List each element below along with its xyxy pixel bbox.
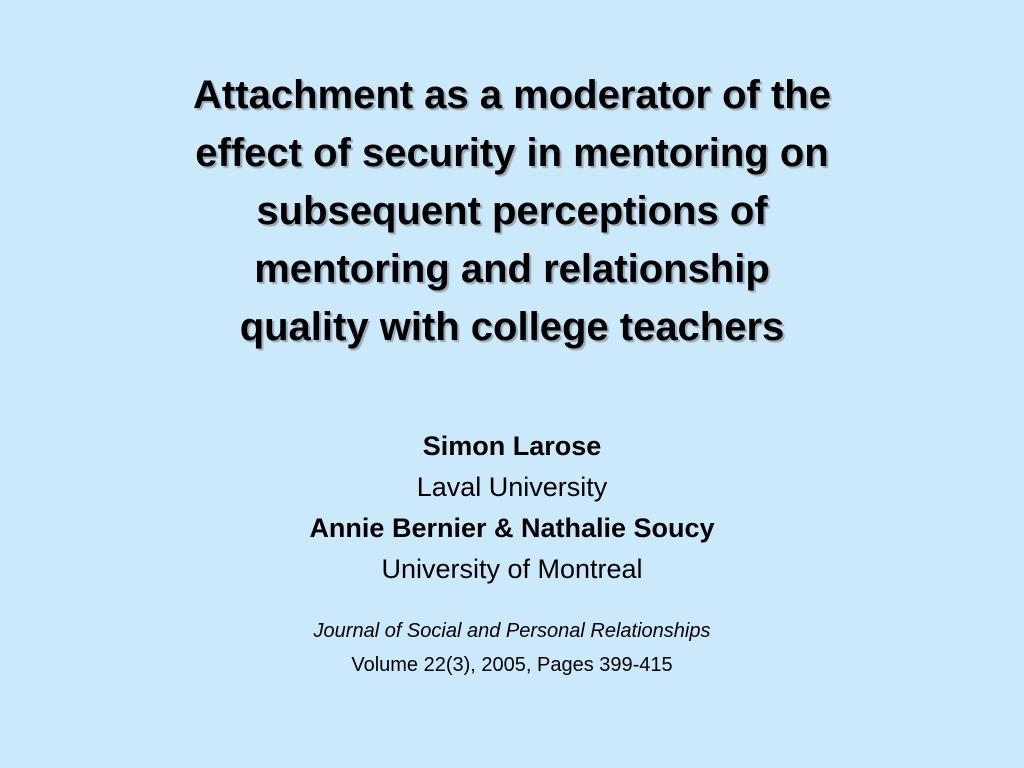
publication-details: Volume 22(3), 2005, Pages 399-415 [351, 654, 673, 676]
author-name: Annie Bernier & Nathalie Soucy [309, 513, 715, 543]
citation-block [60, 614, 964, 682]
author-affiliation: University of Montreal [381, 554, 643, 584]
title-line: quality with college teachers [239, 305, 785, 349]
title-line: effect of security in mentoring on [195, 131, 829, 175]
author-block [60, 426, 964, 590]
author-affiliation: Laval University [416, 472, 608, 502]
title-line: Attachment as a moderator of the [193, 73, 831, 117]
author-name: Simon Larose [422, 431, 602, 461]
title-line: mentoring and relationship [254, 247, 770, 291]
title-line: subsequent perceptions of [256, 189, 768, 233]
slide-title [60, 66, 964, 356]
journal-name: Journal of Social and Personal Relationships [313, 620, 711, 642]
